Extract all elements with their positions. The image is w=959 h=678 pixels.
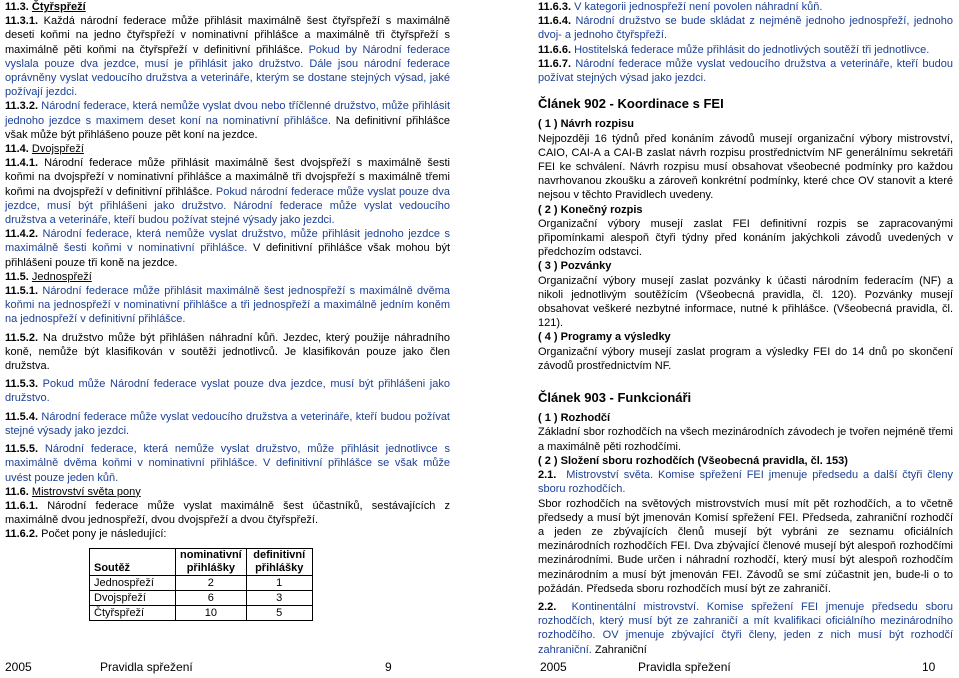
jury-2-2: 2.2. Kontinentální mistrovství. Komise spřežení FEI jmenuje předsedu sboru rozhodčích, který musí být ze zahraničí a mít kvalifikaci oficiálního mezinárodního rozhodčího. OV jmenuje zbývající čtyři členy, jeden z nich musí být rozhodčí zahraniční. Zahraniční	[538, 600, 953, 656]
left-column	[5, 0, 450, 621]
article-902-title: Článek 902 - Koordinace s FEI	[538, 96, 724, 112]
page-number-left: 9	[385, 660, 392, 674]
table-cell: 3	[246, 590, 312, 605]
table-row	[90, 575, 313, 590]
heading-11-6: 11.6. Mistrovství světa pony	[5, 485, 141, 498]
table-row	[90, 590, 313, 605]
footer-right-title: Pravidla spřežení	[638, 660, 731, 674]
table-header: nominativní přihlášky	[176, 548, 247, 575]
para-11-5-5: 11.5.5. Národní federace, která nemůže vyslat družstvo, může přihlásit jednotlivce s maximálně dvěma koňmi v nominativní přihlášce. V definitivní přihlášce se však může uvést pouze jeden kůň.	[5, 443, 450, 484]
section-4-title: ( 4 ) Programy a výsledky	[538, 331, 671, 344]
table-row	[90, 605, 313, 620]
para-11-5-3: 11.5.3. Pokud může Národní federace vyslat pouze dva jezdce, musí být přihlášeni jako družstvo.	[5, 378, 450, 405]
table-header-row	[90, 548, 313, 575]
table-header: definitivní přihlášky	[246, 548, 312, 575]
para-11-4-1: 11.4.1. Národní federace může přihlásit maximálně šest dvojspřeží s maximálně šesti koňmi na dvojspřeží v nominativní přihlášce a maximálně tři dvojspřeží s maximálně třemi koňmi na dvojspřeží v definitivní přihlášce. Pokud národní federace může vyslat pouze dva jezdce, musí být přihlášeni jako družstvo. Národní federace může vyslat vedoucího družstva a veterináře, kteří budou požívat stejné výsady jako jezdci.	[5, 157, 450, 227]
para-11-3-2: 11.3.2. Národní federace, která nemůže vyslat dvou nebo tříčlenné družstvo, může přihlásit jednoho jezdce s maximem deset koní na nominativní přihlášce. Na definitivní přihlášce však může být přihlášeno pouze pět koní na jezdce.	[5, 100, 450, 141]
table-header: Soutěž	[90, 548, 176, 575]
section-2-text: Organizační výbory musejí zaslat FEI definitivní rozpis se zapracovanými připomínkami alespoň čtyři týdny před konáním jakýchkoli závodů uvedených v předchozím odstavci.	[538, 217, 953, 259]
table-cell: 10	[176, 605, 247, 620]
para-11-3-1: 11.3.1. Každá národní federace může přihlásit maximálně šest čtyřspřeží s maximálně deseti koňmi na jedno čtyřspřeží v nominativní přihlášce a maximálně tři čtyřspřeží s maximálně pěti koňmi na čtyřspřeží v definitivní přihlášce. Pokud by Národní federace vyslala pouze dva jezdce, musí je přihlásit jako družstvo. Dále jsou národní federace oprávněny vyslat vedoucího družstva a veterináře, kterým se dostane stejných výsad, jaké požívají jezdci.	[5, 15, 450, 99]
para-11-5-4: 11.5.4. Národní federace může vyslat vedoucího družstva a veterináře, kteří budou požívat stejné výsady jako jezdci.	[5, 410, 450, 437]
para-11-6-7: 11.6.7. Národní federace může vyslat vedoucího družstva a veterináře, kteří budou požívat stejných výsad jako jezdci.	[538, 57, 953, 85]
heading-11-5: 11.5. Jednospřeží	[5, 270, 92, 283]
right-column	[538, 0, 953, 657]
jury-composition-title: ( 2 ) Složení sboru rozhodčích (Všeobecná pravidla, čl. 153)	[538, 454, 848, 467]
table-cell: Dvojspřeží	[90, 590, 176, 605]
table-cell: 2	[176, 575, 247, 590]
para-11-5-2: 11.5.2. Na družstvo může být přihlášen náhradní kůň. Jezdec, který použije náhradního koně, nemůže být klasifikován v soutěži jednotlivců. Je klasifikován pouze jako člen družstva.	[5, 331, 450, 373]
section-3-title: ( 3 ) Pozvánky	[538, 260, 612, 273]
section-1-text: Nejpozději 16 týdnů před konáním závodů musejí organizační výbory mistrovství, CAIO, CAI-A a CAI-B zaslat návrh rozpisu prostřednictvím NF generálnímu sekretáři FEI ke schválení. Návrh rozpisu musí obsahovat všeobecné podmínky pro každou navrhovanou zkoušku a zároveň konkrétní podmínky, které chce OV stanovit a které nejsou v těchto Pravidlech uvedeny.	[538, 132, 953, 202]
table-cell: 6	[176, 590, 247, 605]
footer-right-year: 2005	[540, 660, 567, 674]
para-11-4-2: 11.4.2. Národní federace, která nemůže vyslat družstvo, může přihlásit jednoho jezdce s maximálně šesti koňmi v nominativní přihlášce. V definitivní přihlášce však mohou být přihlášeni pouze tři koně na jezdce.	[5, 228, 450, 269]
para-11-6-2: 11.6.2. Počet pony je následující:	[5, 528, 167, 541]
section-4-text: Organizační výbory musejí zaslat program a výsledky FEI do 14 dnů po skončení závodů prostřednictvím NF.	[538, 345, 953, 372]
judges-title: ( 1 ) Rozhodčí	[538, 412, 611, 425]
para-11-6-1: 11.6.1. Národní federace může vyslat maximálně šest účastníků, sestávajících z maximálně dvou jednospřeží, dvou dvojspřeží a dvou čtyřspřeží.	[5, 499, 450, 527]
heading-11-3: 11.3. Čtyřspřeží	[5, 1, 86, 13]
article-903-title: Článek 903 - Funkcionáři	[538, 390, 692, 406]
footer-left-year: 2005	[5, 660, 32, 674]
section-3-text: Organizační výbory musejí zaslat pozvánky k účasti národním federacím (NF) a nikoli jednotlivým soutěžícím (Všeobecná pravidla, čl. 120). Pozvánky musejí obsahovat veškeré nezbytné informace, nutné k přihlášce. (Všeobecná pravidla, čl. 121).	[538, 274, 953, 330]
heading-11-4: 11.4. Dvojspřeží	[5, 143, 84, 156]
footer-left-title: Pravidla spřežení	[100, 660, 193, 674]
table-cell: 1	[246, 575, 312, 590]
table-cell: 5	[246, 605, 312, 620]
para-11-6-4: 11.6.4. Národní družstvo se bude skládat z nejméně jednoho jednospřeží, jednoho dvoj- a jednoho čtyřspřeží.	[538, 15, 953, 42]
table-cell: Čtyřspřeží	[90, 605, 176, 620]
para-11-6-3: 11.6.3. V kategorii jednospřeží není povolen náhradní kůň.	[538, 1, 823, 13]
table-cell: Jednospřeží	[90, 575, 176, 590]
para-11-5-1: 11.5.1. Národní federace může přihlásit maximálně šest jednospřeží s maximálně dvěma koňmi na jednospřeží v nominativní přihlášce a tři jednospřeží a maximálně jedním koněm na jednospřeží v definitivní přihlášce.	[5, 285, 450, 326]
section-1-title: ( 1 ) Návrh rozpisu	[538, 118, 634, 131]
jury-2-1-detail: Sbor rozhodčích na světových mistrovstvích musí mít pět rozhodčích, a to včetně předsedy a musí být jmenován Komisí spřežení FEI. Předseda, zahraniční rozhodčí a jeden ze zbývajících členů musejí být vybráni ze seznamu oficiálních mezinárodních rozhodčích FEI. Dva zbývající členové musejí být alespoň rozhodčími mezinárodními. Bude určen i náhradní rozhodčí, který musí být alespoň rozhodčím mezinárodním a musí být jmenován FEI. Závodů se smí zúčastnit jen, bude-li o to požádán. Předseda sboru rozhodčích musí být ze zahraničí.	[538, 497, 953, 595]
section-2-title: ( 2 ) Konečný rozpis	[538, 203, 643, 216]
page-number-right: 10	[922, 660, 936, 674]
judges-text: Základní sbor rozhodčích na všech mezinárodních závodech je tvořen nejméně třemi a maximálně pěti rozhodčími.	[538, 426, 953, 453]
pony-count-table	[89, 548, 313, 622]
jury-2-1: 2.1. Mistrovství světa. Komise spřežení FEI jmenuje předsedu a další čtyři členy sboru rozhodčích.	[538, 469, 953, 496]
para-11-6-6: 11.6.6. Hostitelská federace může přihlásit do jednotlivých soutěží tři jednotlivce.	[538, 43, 930, 56]
